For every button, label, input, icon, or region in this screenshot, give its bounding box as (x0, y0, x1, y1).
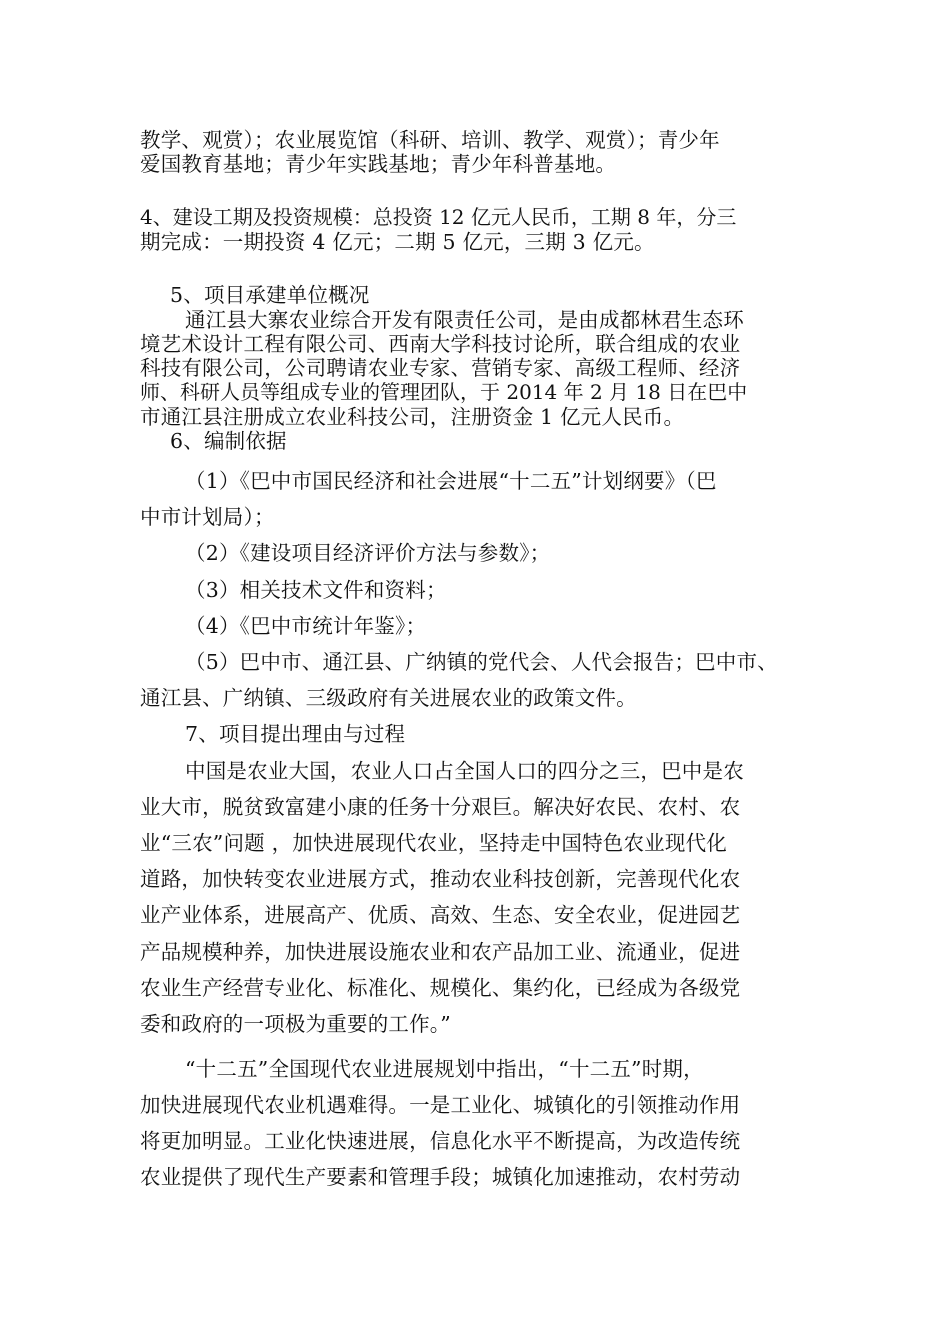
section7-para2-line-4: 农业提供了现代生产要素和管理手段；城镇化加速推动，农村劳动 (140, 1165, 741, 1189)
intro-line-2: 爱国教育基地；青少年实践基地；青少年科普基地。 (140, 152, 617, 176)
section5-line-4: 师、科研人员等组成专业的管理团队，于 2014 年 2 月 18 日在巴中 (140, 380, 748, 404)
intro-line-1: 教学、观赏）；农业展览馆（科研、培训、教学、观赏）；青少年 (140, 128, 720, 152)
section6-line-7: 通江县、广纳镇、三级政府有关进展农业的政策文件。 (140, 686, 637, 710)
section7-para1-line-1: 中国是农业大国，农业人口占全国人口的四分之三，巴中是农 (185, 759, 744, 783)
section5-line-3: 科技有限公司，公司聘请农业专家、营销专家、高级工程师、经济 (140, 356, 741, 380)
section6-line-6: （5）巴中市、通江县、广纳镇的党代会、人代会报告；巴中市、 (185, 650, 778, 674)
section5-line-2: 境艺术设计工程有限公司、西南大学科技讨论所，联合组成的农业 (140, 332, 741, 356)
section7-para1-line-8: 委和政府的一项极为重要的工作。” (140, 1012, 451, 1036)
section4-line-1: 4、建设工期及投资规模：总投资 12 亿元人民币，工期 8 年，分三 (140, 205, 737, 229)
section6-line-4: （3）相关技术文件和资料； (185, 578, 447, 602)
section7-para2-line-1: “十二五”全国现代农业进展规划中指出，“十二五”时期， (185, 1057, 704, 1081)
section5-heading: 5、项目承建单位概况 (170, 283, 370, 307)
section5-line-1: 通江县大寨农业综合开发有限责任公司，是由成都林君生态环 (185, 308, 744, 332)
section7-para1-line-4: 道路，加快转变农业进展方式，推动农业科技创新，完善现代化农 (140, 867, 741, 891)
section6-line-1: （1）《巴中市国民经济和社会进展“十二五”计划纲要》（巴 (185, 469, 717, 493)
section4-line-2: 期完成：一期投资 4 亿元；二期 5 亿元，三期 3 亿元。 (140, 230, 655, 254)
section7-para1-line-2: 业大市，脱贫致富建小康的任务十分艰巨。解决好农民、农村、农 (140, 795, 741, 819)
section7-para1-line-3: 业“三农”问题 ，加快进展现代农业，坚持走中国特色农业现代化 (140, 831, 727, 855)
section7-para1-line-5: 业产业体系，进展高产、优质、高效、生态、安全农业，促进园艺 (140, 903, 741, 927)
section7-para1-line-7: 农业生产经营专业化、标准化、规模化、集约化，已经成为各级党 (140, 976, 741, 1000)
section6-heading: 6、编制依据 (170, 429, 287, 453)
section7-para2-line-3: 将更加明显。工业化快速进展，信息化水平不断提高，为改造传统 (140, 1129, 741, 1153)
section6-line-3: （2）《建设项目经济评价方法与参数》； (185, 541, 551, 565)
section6-line-5: （4）《巴中市统计年鉴》； (185, 614, 427, 638)
section7-heading: 7、项目提出理由与过程 (185, 722, 406, 746)
section7-para2-line-2: 加快进展现代农业机遇难得。一是工业化、城镇化的引领推动作用 (140, 1093, 741, 1117)
section5-line-5: 市通江县注册成立农业科技公司，注册资金 1 亿元人民币。 (140, 405, 685, 429)
section7-para1-line-6: 产品规模种养，加快进展设施农业和农产品加工业、流通业，促进 (140, 940, 741, 964)
section6-line-2: 中市计划局）； (140, 505, 275, 529)
